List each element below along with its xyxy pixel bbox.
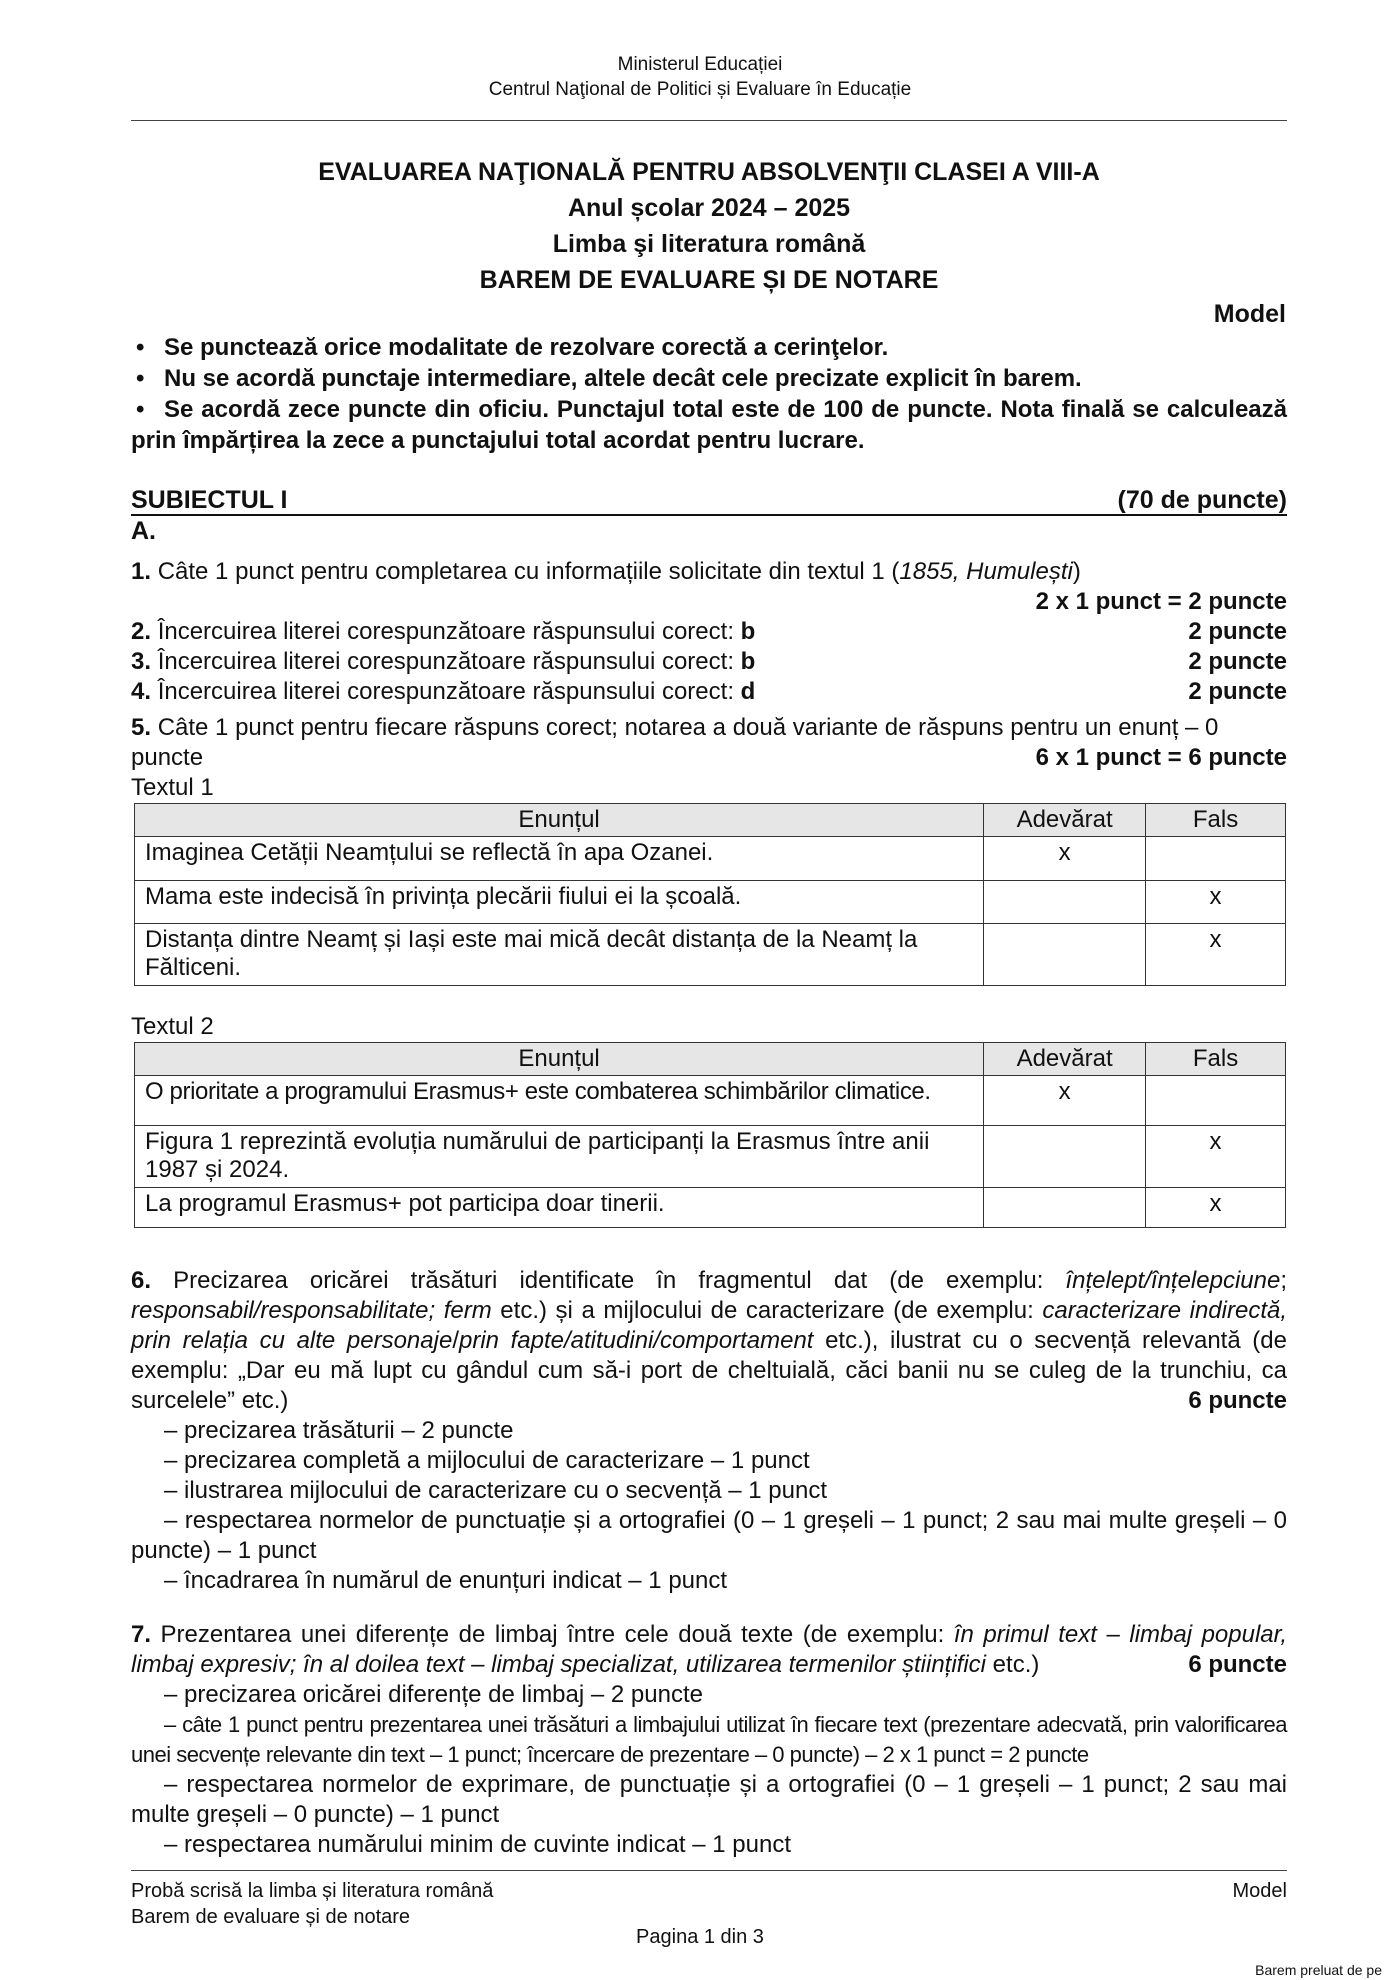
false-cell: x [1146, 1126, 1286, 1188]
table-row [135, 924, 1286, 986]
question-points: 6 puncte [1188, 1651, 1287, 1678]
statement-cell: Distanța dintre Neamț și Iași este mai mică decât distanța de la Neamț la Fălticeni. [135, 924, 984, 986]
example-italic: responsabil/responsabilitate; ferm [131, 1297, 492, 1324]
example-italic: caracterizare indirectă, prin relația cu alte personaje [131, 1297, 1288, 1354]
question-6 [131, 1266, 1287, 1596]
question-text: ; [1280, 1267, 1287, 1294]
scoring-item: – precizarea completă a mijlocului de caracterizare – 1 punct [164, 1447, 810, 1474]
table-row [135, 881, 1286, 924]
part-label: A. [131, 517, 156, 545]
question-text: Precizarea oricărei trăsături identificate în fragmentul dat (de exemplu: [151, 1267, 1066, 1294]
table-header-row [135, 804, 1286, 837]
table-row [135, 1126, 1286, 1188]
scoring-item: – respectarea normelor de exprimare, de punctuație și a ortografiei (0 – 1 greșeli – 1 punct; 2 sau mai multe greșeli – 0 puncte) – 1 punct [131, 1771, 1287, 1828]
question-text: Prezentarea unei diferențe de limbaj între cele două texte (de exemplu: [151, 1621, 954, 1648]
question-number: 1. [131, 558, 152, 585]
question-text: / [452, 1327, 459, 1354]
question-points: 6 puncte [1188, 1387, 1287, 1414]
question-number: 4. [131, 678, 152, 705]
ministry-header [0, 52, 1400, 102]
question-text: Încercuirea literei corespunzătoare răspunsului corect: [157, 678, 741, 705]
example-italic: înțelept/înțelepciune [1065, 1267, 1281, 1294]
statement-cell: La programul Erasmus+ pot participa doar tinerii. [135, 1188, 984, 1228]
question-text: etc.), ilustrat cu o secvență relevantă (de exemplu: „Dar eu mă lupt cu gândul cum să-i port de cheltuială, căci banii nu se culeg de la trunchiu, ca surcelele” etc.) [131, 1327, 1287, 1414]
center-name: Centrul Naţional de Politici și Evaluare în Educație [488, 79, 912, 100]
col-header: Enunțul [135, 804, 984, 837]
question-3 [131, 647, 1287, 677]
footer-exam-name: Probă scrisă la limba și literatura română [131, 1880, 494, 1902]
header-divider [131, 120, 1287, 121]
scoring-item: – precizarea trăsăturii – 2 puncte [164, 1417, 514, 1444]
example-italic: prin fapte/atitudini/comportament [458, 1327, 814, 1354]
question-number: 2. [131, 618, 152, 645]
rule-item: • Nu se acordă punctaje intermediare, altele decât cele precizate explicit în barem. [131, 363, 1287, 394]
table-row [135, 1188, 1286, 1228]
example-italic: în primul text – limbaj popular, limbaj expresiv; în al doilea text – limbaj specializat, utilizarea termenilor științifici [131, 1621, 1287, 1678]
scoring-item: – încadrarea în numărul de enunțuri indicat – 1 punct [164, 1567, 728, 1594]
false-cell: x [1146, 881, 1286, 924]
table-row [135, 1076, 1286, 1126]
scoring-item: – ilustrarea mijlocului de caracterizare cu o secvență – 1 punct [164, 1477, 827, 1504]
statement-cell: Mama este indecisă în privința plecării fiului ei la școală. [135, 881, 984, 924]
question-number: 7. [131, 1621, 152, 1648]
true-cell [984, 924, 1146, 986]
school-year: Anul școlar 2024 – 2025 [567, 194, 851, 222]
rule-item: • Se punctează orice modalitate de rezolvare corectă a cerinţelor. [131, 332, 1287, 363]
col-header: Adevărat [984, 804, 1146, 837]
false-cell: x [1146, 1188, 1286, 1228]
true-cell [984, 1126, 1146, 1188]
question-points: 2 puncte [1188, 648, 1287, 675]
statement-cell: O prioritate a programului Erasmus+ este combaterea schimbărilor climatice. [135, 1076, 984, 1126]
answer-letter: b [740, 648, 756, 675]
col-header: Enunțul [135, 1043, 984, 1076]
col-header: Fals [1146, 1043, 1286, 1076]
question-points: 2 x 1 punct = 2 puncte [1035, 588, 1287, 615]
table-row [135, 837, 1286, 881]
question-number: 6. [131, 1267, 152, 1294]
subject-points: (70 de puncte) [1117, 486, 1287, 514]
statement-cell: Figura 1 reprezintă evoluția numărului de participanți la Erasmus între anii 1987 și 2024. [135, 1126, 984, 1188]
col-header: Adevărat [984, 1043, 1146, 1076]
question-text: Încercuirea literei corespunzătoare răspunsului corect: [157, 618, 741, 645]
text2-table [134, 1042, 1286, 1228]
answer-letter: b [740, 618, 756, 645]
page-number: Pagina 1 din 3 [636, 1926, 764, 1948]
questions-2-4 [131, 617, 1287, 707]
subject-title: SUBIECTUL I [131, 486, 288, 514]
question-number: 5. [131, 714, 152, 741]
question-points: 6 x 1 punct = 6 puncte [1035, 744, 1287, 771]
model-label: Model [1213, 300, 1286, 328]
footer-model-label: Model [1232, 1880, 1287, 1902]
question-text: etc.) [986, 1651, 1040, 1678]
answer-letter: d [740, 678, 756, 705]
question-1 [131, 557, 1287, 617]
question-points: 2 puncte [1188, 678, 1287, 705]
question-text: etc.) și a mijlocului de caracterizare (de exemplu: [491, 1297, 1043, 1324]
source-note: Barem preluat de pe [1255, 1962, 1382, 1978]
false-cell [1146, 837, 1286, 881]
subject-heading [131, 485, 1287, 516]
subject-name: Limba şi literatura română [552, 230, 866, 258]
question-text: Câte 1 punct pentru fiecare răspuns corect; notarea a două variante de răspuns pentru un enunț – 0 [157, 714, 1219, 741]
text1-table [134, 803, 1286, 986]
text1-label: Textul 1 [131, 774, 214, 801]
true-cell [984, 1188, 1146, 1228]
answer-italic: 1855, Humulești [899, 558, 1073, 585]
exam-title: EVALUAREA NAŢIONALĂ PENTRU ABSOLVENŢII CLASEI A VIII-A [318, 158, 1100, 186]
scoring-item: – respectarea numărului minim de cuvinte indicat – 1 punct [164, 1831, 791, 1858]
false-cell [1146, 1076, 1286, 1126]
footer-divider [131, 1870, 1287, 1871]
true-cell: x [984, 837, 1146, 881]
footer [131, 1878, 1287, 1930]
question-4 [131, 677, 1287, 707]
table-header-row [135, 1043, 1286, 1076]
question-number: 3. [131, 648, 152, 675]
scoring-item: – precizarea oricărei diferențe de limbaj – 2 puncte [164, 1681, 703, 1708]
question-7 [131, 1620, 1287, 1860]
col-header: Fals [1146, 804, 1286, 837]
true-cell [984, 881, 1146, 924]
question-2 [131, 617, 1287, 647]
document-titles [131, 154, 1287, 298]
true-cell: x [984, 1076, 1146, 1126]
statement-cell: Imaginea Cetății Neamțului se reflectă în apa Ozanei. [135, 837, 984, 881]
document-type: BAREM DE EVALUARE ȘI DE NOTARE [479, 266, 939, 294]
paren-close: ) [1072, 558, 1081, 585]
question-5 [131, 713, 1287, 773]
question-text: Încercuirea literei corespunzătoare răspunsului corect: [157, 648, 741, 675]
text2-label: Textul 2 [131, 1013, 214, 1040]
rule-item: • Se acordă zece puncte din oficiu. Punctajul total este de 100 de puncte. Nota finală se calculează prin împărțirea la zece a punctajului total acordat pentru lucrare. [131, 394, 1287, 456]
footer-doc-type: Barem de evaluare și de notare [131, 1906, 411, 1928]
question-text: Câte 1 punct pentru completarea cu informațiile solicitate din textul 1 ( [157, 558, 900, 585]
question-text-cont: puncte [131, 744, 204, 771]
false-cell: x [1146, 924, 1286, 986]
question-points: 2 puncte [1188, 618, 1287, 645]
general-rules [131, 332, 1287, 456]
scoring-item: – respectarea normelor de punctuație și a ortografiei (0 – 1 greșeli – 1 punct; 2 sau mai multe greșeli – 0 puncte) – 1 punct [131, 1507, 1287, 1564]
scoring-item: – câte 1 punct pentru prezentarea unei trăsături a limbajului utilizat în fiecare text (prezentare adecvată, prin valorificarea unei secvențe relevante din text – 1 punct; încercare de prezentare – 0 puncte) – 2 x 1 punct = 2 puncte [131, 1712, 1287, 1767]
ministry-name: Ministerul Educației [617, 54, 783, 75]
